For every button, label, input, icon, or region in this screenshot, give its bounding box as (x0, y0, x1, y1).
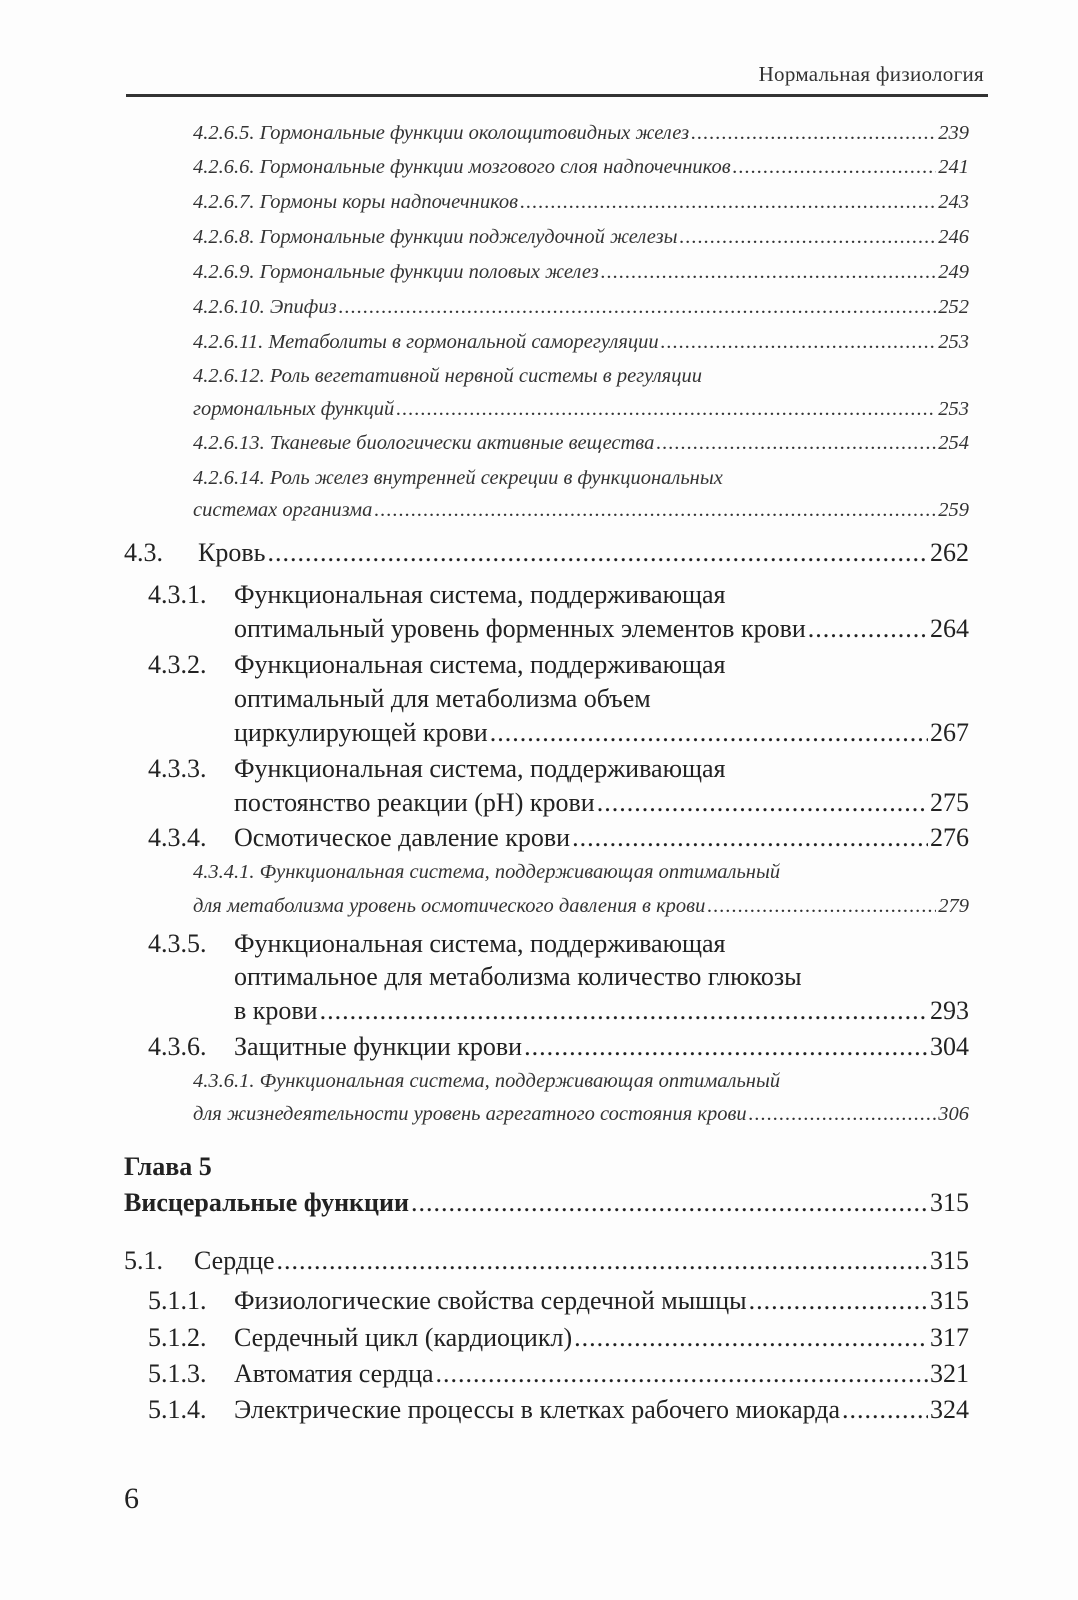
toc-entry-4-3-1-number: 4.3.1. (148, 580, 207, 609)
toc-entry-page: 321 (930, 1359, 969, 1388)
toc-entry-4-3-5-number: 4.3.5. (148, 929, 207, 958)
toc-entry-page: 249 (938, 261, 969, 283)
toc-entry-5-1-3[interactable] (234, 1359, 969, 1389)
leader-dots (524, 1032, 928, 1062)
toc-entry-4-2-6-8[interactable] (193, 226, 969, 249)
toc-entry-4-2-6-5[interactable] (193, 122, 969, 145)
toc-entry-text: системах организма (193, 499, 373, 521)
toc-entry-text: 4.2.6.11. Метаболиты в гормональной саморегуляции (193, 331, 659, 353)
toc-entry-page: 317 (930, 1323, 969, 1352)
toc-entry-4-2-6-13[interactable] (193, 432, 969, 455)
toc-entry-text: Физиологические свойства сердечной мышцы (234, 1286, 747, 1315)
toc-entry-4-3-6[interactable] (234, 1032, 969, 1062)
toc-entry-text: 4.2.6.5. Гормональные функции околощитовидных желез (193, 122, 690, 144)
toc-entry-text: 4.2.6.10. Эпифиз (193, 296, 337, 318)
toc-entry-5-1-3-number: 5.1.3. (148, 1359, 207, 1388)
toc-entry-text: Автоматия сердца (234, 1359, 434, 1388)
toc-entry-text: Сердце (194, 1246, 275, 1275)
toc-entry-page: 246 (938, 226, 969, 248)
toc-entry-4-2-6-14-line1[interactable]: 4.2.6.14. Роль желез внутренней секреции в функциональных (193, 467, 723, 489)
toc-entry-chapter-5[interactable] (124, 1188, 969, 1218)
toc-entry-4-2-6-9[interactable] (193, 261, 969, 284)
toc-entry-page: 315 (930, 1188, 969, 1217)
toc-entry-text: Осмотическое давление крови (234, 823, 571, 852)
toc-entry-4-3-5-line1[interactable]: Функциональная система, поддерживающая (234, 929, 726, 958)
toc-entry-4-3-4-1-line1[interactable]: 4.3.4.1. Функциональная система, поддерживающая оптимальный (193, 861, 781, 883)
toc-entry-page: 243 (938, 191, 969, 213)
toc-entry-4-3-4-1[interactable] (193, 895, 969, 918)
toc-entry-4-3-3[interactable] (234, 788, 969, 818)
toc-entry-4-3-3-number: 4.3.3. (148, 754, 207, 783)
leader-dots (320, 996, 928, 1026)
leader-dots (680, 226, 937, 249)
toc-entry-text: 4.2.6.13. Тканевые биологически активные вещества (193, 432, 655, 454)
toc-entry-5-1-4[interactable] (234, 1395, 969, 1425)
toc-entry-4-2-6-11[interactable] (193, 331, 969, 354)
toc-entry-text: Кровь (198, 538, 266, 567)
toc-entry-5-1-2-number: 5.1.2. (148, 1323, 207, 1352)
toc-entry-4-3-2-line2[interactable]: оптимальный для метаболизма объем (234, 684, 651, 713)
leader-dots (490, 718, 928, 748)
toc-entry-text: 4.2.6.6. Гормональные функции мозгового слоя надпочечников (193, 156, 731, 178)
leader-dots (691, 122, 936, 145)
toc-entry-page: 293 (930, 996, 969, 1025)
toc-entry-page: 239 (938, 122, 969, 144)
toc-entry-4-2-6-14[interactable] (193, 499, 969, 522)
toc-entry-4-3-6-1[interactable] (193, 1103, 969, 1126)
toc-entry-page: 253 (938, 398, 969, 420)
toc-entry-number: 5.1. (124, 1246, 163, 1275)
toc-entry-5-1[interactable] (124, 1246, 969, 1276)
leader-dots (574, 1323, 928, 1353)
toc-entry-5-1-4-number: 5.1.4. (148, 1395, 207, 1424)
toc-entry-text: гормональных функций (193, 398, 395, 420)
toc-entry-text: для метаболизма уровень осмотического давления в крови (193, 895, 706, 917)
leader-dots (733, 156, 937, 179)
toc-entry-4-3[interactable] (124, 538, 969, 568)
toc-entry-4-3-2[interactable] (234, 718, 969, 748)
toc-entry-page: 279 (938, 895, 969, 917)
chapter-label: Глава 5 (124, 1152, 212, 1181)
toc-entry-4-3-1-line1[interactable]: Функциональная система, поддерживающая (234, 580, 726, 609)
leader-dots (661, 331, 937, 354)
toc-entry-page: 306 (938, 1103, 969, 1125)
leader-dots (277, 1246, 928, 1276)
toc-entry-page: 276 (930, 823, 969, 852)
leader-dots (396, 398, 936, 421)
leader-dots (339, 296, 937, 319)
leader-dots (436, 1359, 928, 1389)
toc-entry-4-3-6-1-line1[interactable]: 4.3.6.1. Функциональная система, поддерживающая оптимальный (193, 1070, 781, 1092)
toc-entry-5-1-1[interactable] (234, 1286, 969, 1316)
toc-entry-page: 315 (930, 1286, 969, 1315)
toc-entry-text: в крови (234, 996, 318, 1025)
toc-entry-text: 4.2.6.9. Гормональные функции половых желез (193, 261, 599, 283)
toc-entry-page: 253 (938, 331, 969, 353)
toc-entry-4-2-6-7[interactable] (193, 191, 969, 214)
toc-entry-text: для жизнедеятельности уровень агрегатного состояния крови (193, 1103, 747, 1125)
toc-entry-page: 252 (938, 296, 969, 318)
toc-entry-text: Защитные функции крови (234, 1032, 523, 1061)
toc-entry-4-3-6-number: 4.3.6. (148, 1032, 207, 1061)
toc-entry-page: 241 (938, 156, 969, 178)
leader-dots (749, 1103, 937, 1126)
leader-dots (267, 538, 928, 568)
toc-entry-5-1-2[interactable] (234, 1323, 969, 1353)
toc-entry-text: 4.2.6.7. Гормоны коры надпочечников (193, 191, 519, 213)
toc-entry-4-3-4[interactable] (234, 823, 969, 853)
toc-entry-page: 264 (930, 614, 969, 643)
toc-entry-4-3-4-number: 4.3.4. (148, 823, 207, 852)
toc-entry-page: 259 (938, 499, 969, 521)
leader-dots (707, 895, 936, 918)
page-number: 6 (124, 1482, 139, 1515)
leader-dots (749, 1286, 928, 1316)
toc-entry-text: циркулирующей крови (234, 718, 488, 747)
toc-entry-text: 4.2.6.8. Гормональные функции поджелудочной железы (193, 226, 678, 248)
toc-entry-page: 262 (930, 538, 969, 567)
leader-dots (374, 499, 936, 522)
leader-dots (572, 823, 928, 853)
toc-entry-4-2-6-12-line1[interactable]: 4.2.6.12. Роль вегетативной нервной системы в регуляции (193, 365, 702, 387)
toc-entry-4-2-6-6[interactable] (193, 156, 969, 179)
leader-dots (808, 614, 928, 644)
toc-entry-page: 267 (930, 718, 969, 747)
toc-entry-5-1-1-number: 5.1.1. (148, 1286, 207, 1315)
leader-dots (597, 788, 928, 818)
toc-entry-4-3-2-line1[interactable]: Функциональная система, поддерживающая (234, 650, 726, 679)
toc-entry-text: Электрические процессы в клетках рабочего миокарда (234, 1395, 841, 1424)
toc-entry-4-3-3-line1[interactable]: Функциональная система, поддерживающая (234, 754, 726, 783)
toc-entry-4-3-5[interactable] (234, 996, 969, 1026)
toc-entry-number: 4.3. (124, 538, 163, 567)
toc-entry-text: оптимальный уровень форменных элементов крови (234, 614, 806, 643)
toc-entry-4-2-6-12[interactable] (193, 398, 969, 421)
toc-entry-page: 254 (938, 432, 969, 454)
leader-dots (656, 432, 936, 455)
leader-dots (411, 1188, 928, 1218)
toc-entry-text: Сердечный цикл (кардиоцикл) (234, 1323, 573, 1352)
toc-entry-page: 304 (930, 1032, 969, 1061)
leader-dots (601, 261, 937, 284)
toc-entry-page: 275 (930, 788, 969, 817)
chapter-title: Висцеральные функции (124, 1188, 409, 1217)
toc-entry-page: 315 (930, 1246, 969, 1275)
leader-dots (520, 191, 936, 214)
toc-entry-4-3-2-number: 4.3.2. (148, 650, 207, 679)
running-header-title: Нормальная физиология (758, 62, 984, 86)
toc-entry-4-3-1[interactable] (234, 614, 969, 644)
leader-dots (842, 1395, 928, 1425)
toc-entry-4-2-6-10[interactable] (193, 296, 969, 319)
toc-entry-page: 324 (930, 1395, 969, 1424)
toc-entry-text: постоянство реакции (рН) крови (234, 788, 595, 817)
toc-entry-4-3-5-line2[interactable]: оптимальное для метаболизма количество глюкозы (234, 962, 802, 991)
